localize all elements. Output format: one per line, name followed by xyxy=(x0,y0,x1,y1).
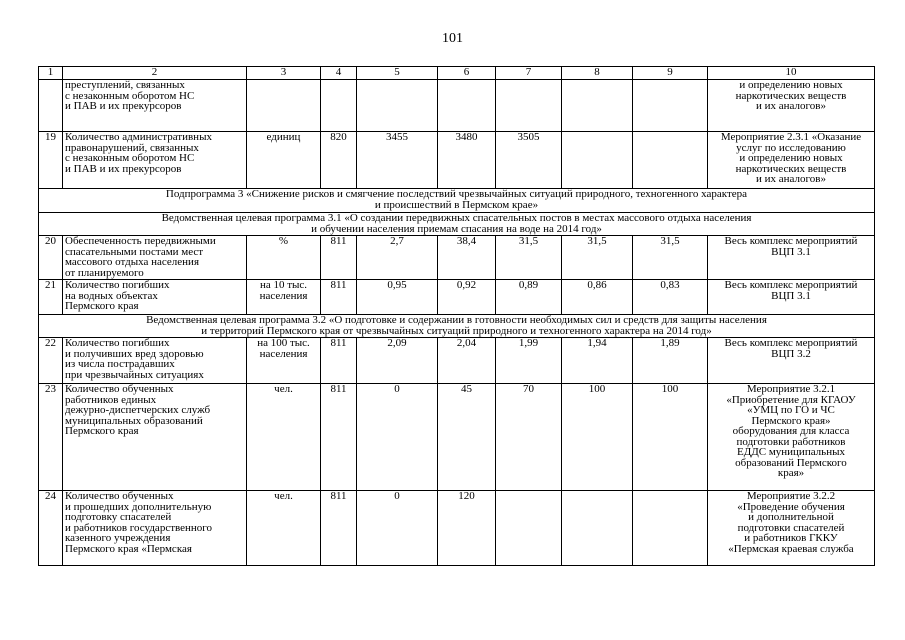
table-row xyxy=(39,132,875,189)
measures-cell: Мероприятие 3.2.1 «Приобретение для КГАОУ «УМЦ по ГО и ЧС Пермского края» оборудования для класса подготовки работников ЕДДС муниципальных образований Пермского края» xyxy=(708,384,875,491)
indicator-name: Количество погибших на водных объектах Пермского края xyxy=(63,280,247,315)
value-cell: 0 xyxy=(357,384,438,491)
value-cell: 1,99 xyxy=(496,338,562,384)
value-cell: 1,94 xyxy=(562,338,633,384)
code-cell: 811 xyxy=(321,338,357,384)
column-number: 5 xyxy=(357,67,438,80)
indicator-name: Количество погибших и получивших вред здоровью из числа пострадавших при чрезвычайных ситуациях xyxy=(63,338,247,384)
program-title: Ведомственная целевая программа 3.1 «О создании передвижных спасательных постов в местах массового отдыха населения и обучении населения приемам спасания на воде на 2014 год» xyxy=(39,213,875,236)
value-cell: 3505 xyxy=(496,132,562,189)
column-number: 6 xyxy=(438,67,496,80)
value-cell: 0,92 xyxy=(438,280,496,315)
section-row xyxy=(39,315,875,338)
value-cell xyxy=(562,132,633,189)
row-number: 20 xyxy=(39,236,63,280)
value-cell: 3455 xyxy=(357,132,438,189)
value-cell: 2,09 xyxy=(357,338,438,384)
indicators-table xyxy=(38,66,875,566)
column-number: 2 xyxy=(63,67,247,80)
table-row xyxy=(39,338,875,384)
value-cell: 38,4 xyxy=(438,236,496,280)
code-cell: 811 xyxy=(321,384,357,491)
measures-cell: Весь комплекс мероприятий ВЦП 3.1 xyxy=(708,280,875,315)
column-number: 3 xyxy=(247,67,321,80)
value-cell xyxy=(633,132,708,189)
value-cell xyxy=(496,491,562,566)
value-cell: 0,86 xyxy=(562,280,633,315)
code-cell: 811 xyxy=(321,236,357,280)
value-cell: 120 xyxy=(438,491,496,566)
unit-cell: чел. xyxy=(247,491,321,566)
column-number: 4 xyxy=(321,67,357,80)
table-row xyxy=(39,491,875,566)
row-number: 23 xyxy=(39,384,63,491)
value-cell: 0,89 xyxy=(496,280,562,315)
code-cell: 811 xyxy=(321,491,357,566)
value-cell xyxy=(633,491,708,566)
value-cell: 31,5 xyxy=(496,236,562,280)
unit-cell: единиц xyxy=(247,132,321,189)
measures-cell: Весь комплекс мероприятий ВЦП 3.2 xyxy=(708,338,875,384)
row-number: 21 xyxy=(39,280,63,315)
indicator-name: Обеспеченность передвижными спасательными постами мест массового отдыха населения от планируемого xyxy=(63,236,247,280)
row-number: 19 xyxy=(39,132,63,189)
indicator-name: Количество обученных и прошедших дополнительную подготовку спасателей и работников государственного казенного учреждения Пермского края «Пермская xyxy=(63,491,247,566)
subprogram-title: Подпрограмма 3 «Снижение рисков и смягчение последствий чрезвычайных ситуаций природного, техногенного характера и происшествий в Пермском крае» xyxy=(39,189,875,213)
value-cell xyxy=(562,491,633,566)
column-number: 8 xyxy=(562,67,633,80)
measures-cell: Мероприятие 2.3.1 «Оказание услуг по исследованию и определению новых наркотических веществ и их аналогов» xyxy=(708,132,875,189)
unit-cell: на 100 тыс. населения xyxy=(247,338,321,384)
table-row-continuation xyxy=(39,80,875,132)
unit-cell: на 10 тыс. населения xyxy=(247,280,321,315)
table-row xyxy=(39,236,875,280)
table-row xyxy=(39,384,875,491)
value-cell: 2,04 xyxy=(438,338,496,384)
indicator-name: Количество административных правонарушений, связанных с незаконным оборотом НС и ПАВ и их прекурсоров xyxy=(63,132,247,189)
column-number: 1 xyxy=(39,67,63,80)
value-cell: 0 xyxy=(357,491,438,566)
column-number: 9 xyxy=(633,67,708,80)
measures-cell: Мероприятие 3.2.2 «Проведение обучения и дополнительной подготовки спасателей и работников ГККУ «Пермская краевая служба xyxy=(708,491,875,566)
section-row xyxy=(39,213,875,236)
code-cell: 820 xyxy=(321,132,357,189)
column-number-row xyxy=(39,67,875,80)
row-number: 22 xyxy=(39,338,63,384)
value-cell: 31,5 xyxy=(562,236,633,280)
value-cell: 0,83 xyxy=(633,280,708,315)
measures-cell: и определению новых наркотических веществ и их аналогов» xyxy=(708,80,875,132)
value-cell: 100 xyxy=(562,384,633,491)
column-number: 7 xyxy=(496,67,562,80)
value-cell: 0,95 xyxy=(357,280,438,315)
value-cell: 31,5 xyxy=(633,236,708,280)
value-cell: 3480 xyxy=(438,132,496,189)
indicator-name: Количество обученных работников единых дежурно-диспетчерских служб муниципальных образований Пермского края xyxy=(63,384,247,491)
table-row xyxy=(39,280,875,315)
code-cell: 811 xyxy=(321,280,357,315)
column-number: 10 xyxy=(708,67,875,80)
value-cell: 45 xyxy=(438,384,496,491)
value-cell: 1,89 xyxy=(633,338,708,384)
page-number: 101 xyxy=(442,31,463,46)
value-cell: 100 xyxy=(633,384,708,491)
indicator-name: преступлений, связанных с незаконным оборотом НС и ПАВ и их прекурсоров xyxy=(63,80,247,132)
program-title: Ведомственная целевая программа 3.2 «О подготовке и содержании в готовности необходимых сил и средств для защиты населения и территорий Пермского края от чрезвычайных ситуаций природного и техногенного характера на 2014 год» xyxy=(39,315,875,338)
unit-cell: % xyxy=(247,236,321,280)
section-row xyxy=(39,189,875,213)
row-number: 24 xyxy=(39,491,63,566)
measures-cell: Весь комплекс мероприятий ВЦП 3.1 xyxy=(708,236,875,280)
value-cell: 2,7 xyxy=(357,236,438,280)
value-cell: 70 xyxy=(496,384,562,491)
unit-cell: чел. xyxy=(247,384,321,491)
